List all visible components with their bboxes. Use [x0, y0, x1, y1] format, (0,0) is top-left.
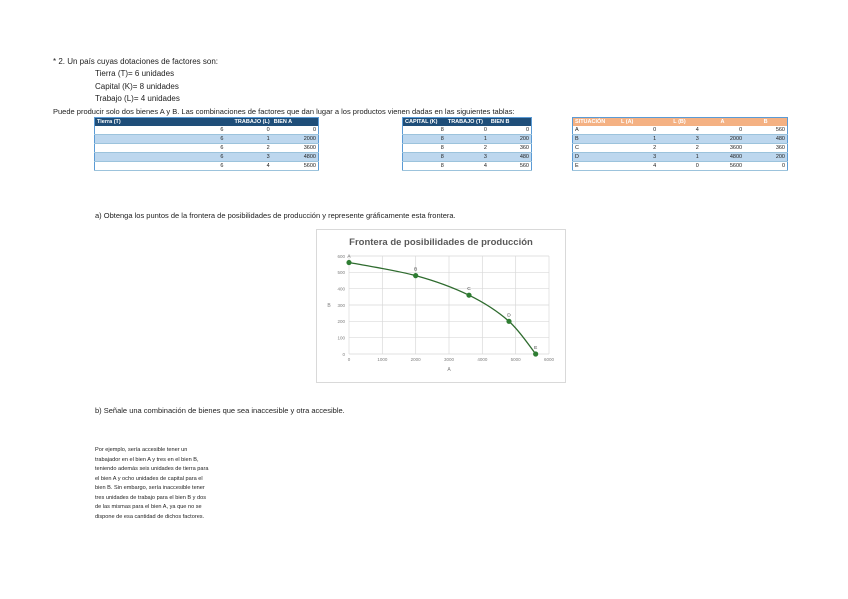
table-cell: 6	[95, 144, 226, 153]
table-cell: C	[573, 144, 619, 153]
table-cell: 0	[446, 126, 489, 135]
question-b: b) Señale una combinación de bienes que sea inaccesible y otra accesible.	[95, 406, 345, 415]
table-row	[573, 153, 788, 162]
column-header: BIEN A	[272, 118, 319, 127]
table-row	[95, 135, 319, 144]
table-cell: 3	[225, 153, 271, 162]
table-cell: 0	[489, 126, 532, 135]
x-axis-label: A	[447, 367, 451, 373]
data-point-label: B	[414, 267, 418, 273]
table-cell: 6	[95, 162, 226, 171]
table-cell: 3	[619, 153, 658, 162]
y-tick-label: 500	[337, 270, 345, 276]
data-point	[506, 319, 511, 324]
table-cell: 1	[225, 135, 271, 144]
table-cell: 200	[489, 135, 532, 144]
table-cell: 1	[658, 153, 701, 162]
table-cell: 6	[95, 126, 226, 135]
table-situations	[572, 117, 788, 171]
column-header: TRABAJO (L)	[225, 118, 271, 127]
table-cell: 1	[446, 135, 489, 144]
table-row	[95, 153, 319, 162]
table-row	[573, 162, 788, 171]
data-point	[533, 351, 538, 356]
table-cell: 2000	[701, 135, 744, 144]
table-cell: 6	[95, 135, 226, 144]
table-header-row	[403, 118, 532, 127]
table-row	[573, 126, 788, 135]
table-cell: 4	[619, 162, 658, 171]
table-cell: 5600	[272, 162, 319, 171]
table-cell: 3	[658, 135, 701, 144]
table-cell: 8	[403, 144, 446, 153]
table-row	[573, 135, 788, 144]
table-cell: 480	[489, 153, 532, 162]
table-cell: 5600	[701, 162, 744, 171]
table-cell: 8	[403, 135, 446, 144]
y-tick-label: 400	[337, 286, 345, 292]
endowment-labor: Trabajo (L)= 4 unidades	[95, 94, 180, 103]
table-cell: 4800	[272, 153, 319, 162]
data-point-label: C	[467, 287, 471, 293]
x-tick-label: 3000	[443, 357, 455, 362]
data-point-label: A	[347, 254, 351, 260]
data-point-label: E	[534, 346, 538, 351]
chart-title: Frontera de posibilidades de producción	[349, 237, 533, 248]
answer-line: dispone de esa cantidad de dichos factores.	[95, 513, 205, 520]
answer-line: de las mismas para el bien A, ya que no se	[95, 504, 202, 510]
y-tick-label: 0	[342, 351, 345, 357]
frontier-line	[349, 263, 536, 354]
table-cell: 6	[95, 153, 226, 162]
data-point-label: D	[507, 313, 511, 319]
data-point	[346, 260, 351, 265]
column-header: CAPITAL (K)	[403, 118, 446, 127]
table-cell: 1	[619, 135, 658, 144]
answer-paragraph	[95, 446, 245, 522]
column-header: B	[744, 118, 787, 127]
table-row	[403, 135, 532, 144]
column-header: L (A)	[619, 118, 658, 127]
data-point	[466, 293, 471, 298]
table-row	[403, 153, 532, 162]
table-cell: 8	[403, 126, 446, 135]
table-cell: 3600	[272, 144, 319, 153]
endowment-capital: Capital (K)= 8 unidades	[95, 82, 179, 91]
y-tick-label: 300	[337, 302, 345, 308]
table-cell: 2	[658, 144, 701, 153]
table-cell: 4	[658, 126, 701, 135]
y-tick-label: 200	[337, 319, 345, 325]
table-cell: E	[573, 162, 619, 171]
endowment-land: Tierra (T)= 6 unidades	[95, 69, 175, 78]
column-header: TRABAJO (T)	[446, 118, 489, 127]
table-cell: 560	[744, 126, 787, 135]
table-cell: 0	[658, 162, 701, 171]
ppf-chart	[316, 229, 566, 383]
ppf-chart-svg	[317, 230, 565, 382]
table-cell: 0	[225, 126, 271, 135]
column-header: L (B)	[658, 118, 701, 127]
answer-line: teniendo además seis unidades de tierra para	[95, 466, 209, 472]
table-cell: 2	[225, 144, 271, 153]
table-row	[95, 144, 319, 153]
y-axis-label: B	[327, 303, 331, 309]
table-cell: 0	[744, 162, 787, 171]
table-cell: 3600	[701, 144, 744, 153]
table-row	[573, 144, 788, 153]
table-row	[403, 144, 532, 153]
table-cell: 0	[701, 126, 744, 135]
table-cell: A	[573, 126, 619, 135]
table-cell: 4800	[701, 153, 744, 162]
table-cell: 8	[403, 153, 446, 162]
x-tick-label: 1000	[377, 357, 388, 362]
table-cell: 2000	[272, 135, 319, 144]
table-cell: 0	[619, 126, 658, 135]
x-tick-label: 6000	[543, 357, 555, 362]
answer-line: tres unidades de trabajo para el bien B y dos	[95, 494, 207, 501]
table-cell: D	[573, 153, 619, 162]
column-header: BIEN B	[489, 118, 532, 127]
table-cell: 4	[446, 162, 489, 171]
table-cell: 360	[744, 144, 787, 153]
question-a: a) Obtenga los puntos de la frontera de posibilidades de producción y represente gráficamente esta frontera.	[95, 211, 456, 220]
table-cell: 360	[489, 144, 532, 153]
table-row	[403, 126, 532, 135]
table-cell: 2	[446, 144, 489, 153]
table-good-a	[94, 117, 319, 171]
answer-line: trabajador en el bien A y tres en el bien B,	[95, 456, 199, 463]
table-cell: 0	[272, 126, 319, 135]
x-tick-label: 4000	[477, 357, 488, 362]
column-header: Tierra (T)	[95, 118, 226, 127]
table-row	[403, 162, 532, 171]
table-cell: B	[573, 135, 619, 144]
y-tick-label: 100	[337, 335, 345, 341]
data-point	[413, 273, 418, 278]
table-cell: 3	[446, 153, 489, 162]
problem-statement: Puede producir solo dos bienes A y B. Las combinaciones de factores que dan lugar a los productos vienen dadas en las siguientes tablas:	[53, 107, 515, 116]
y-tick-label: 600	[337, 253, 345, 259]
x-tick-label: 2000	[410, 357, 421, 362]
table-cell: 560	[489, 162, 532, 171]
answer-line: el bien A y ocho unidades de capital para el	[95, 475, 203, 482]
column-header: A	[701, 118, 744, 127]
table-header-row	[95, 118, 319, 127]
table-good-b	[402, 117, 532, 171]
table-cell: 2	[619, 144, 658, 153]
column-header: SITUACIÓN	[573, 118, 619, 127]
table-cell: 4	[225, 162, 271, 171]
answer-line: Por ejemplo, sería accesible tener un	[95, 447, 188, 453]
table-cell: 200	[744, 153, 787, 162]
table-header-row	[573, 118, 788, 127]
answer-line: bien B. Sin embargo, sería inaccesible tener	[95, 485, 205, 491]
table-cell: 8	[403, 162, 446, 171]
x-tick-label: 0	[347, 357, 351, 362]
problem-intro: * 2. Un país cuyas dotaciones de factores son:	[53, 57, 218, 66]
table-row	[95, 162, 319, 171]
table-cell: 480	[744, 135, 787, 144]
table-row	[95, 126, 319, 135]
x-tick-label: 5000	[510, 357, 521, 362]
